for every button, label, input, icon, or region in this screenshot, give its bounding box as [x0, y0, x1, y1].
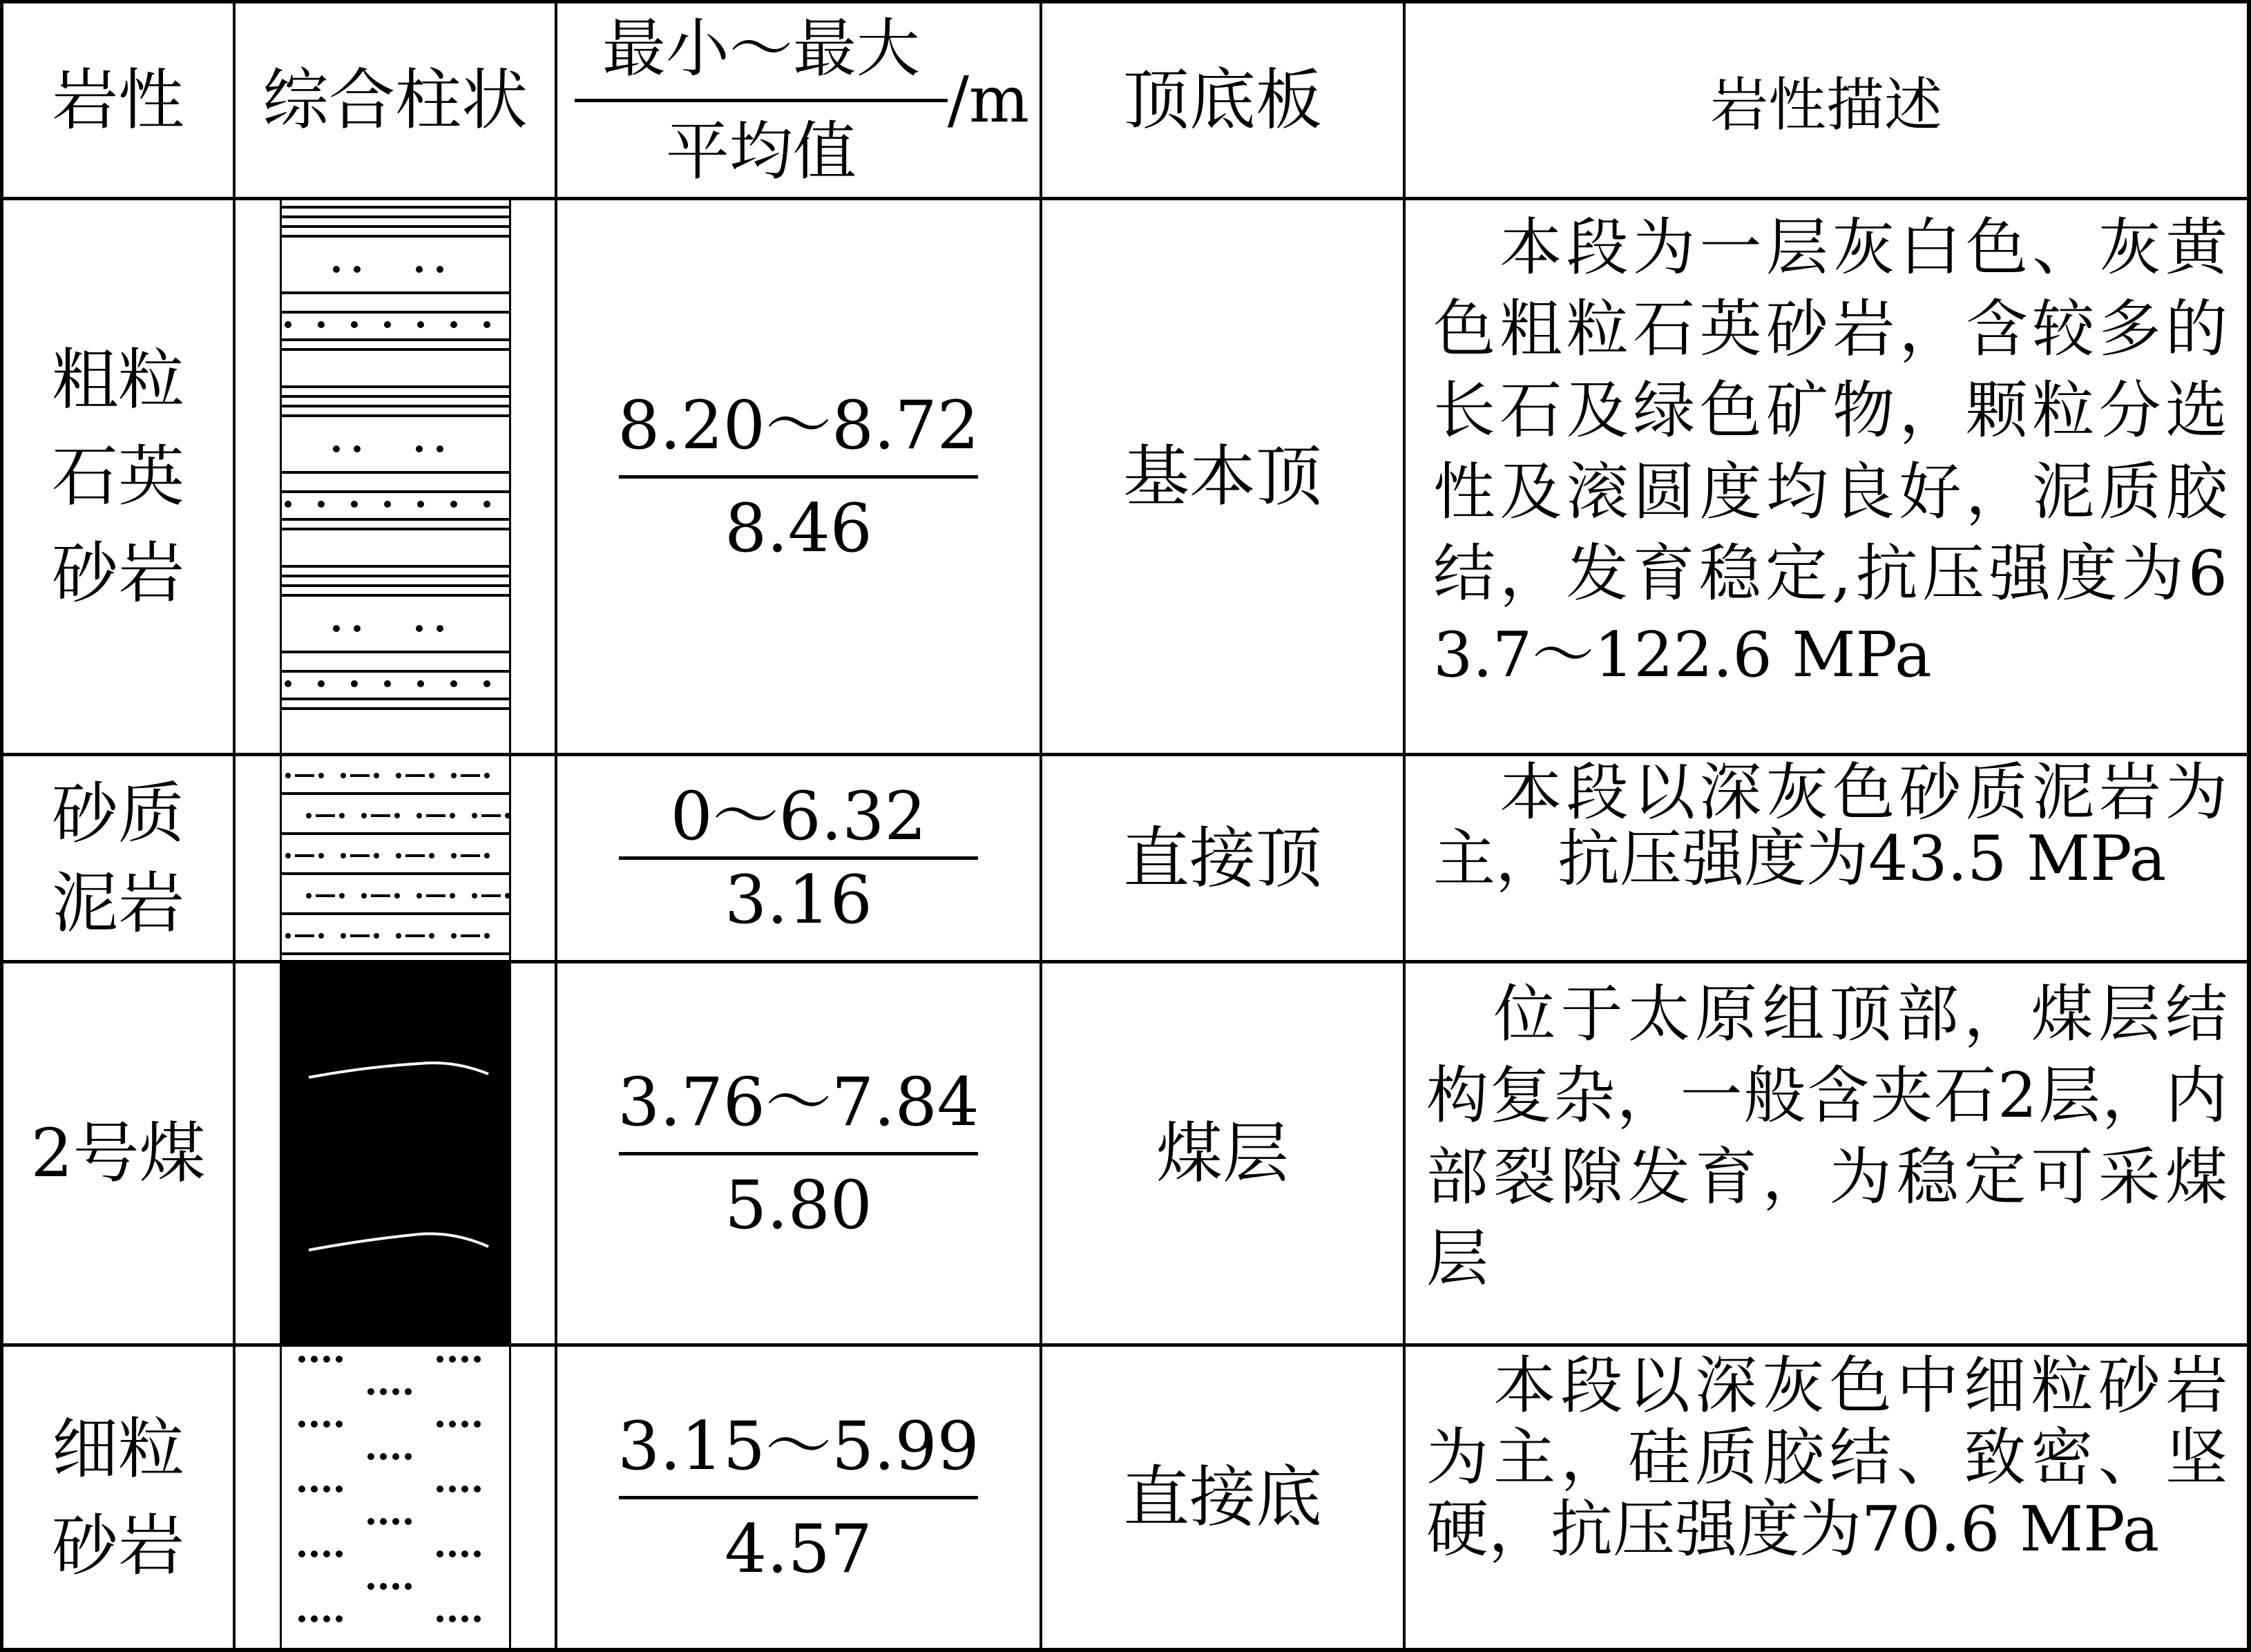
pattern-dot	[449, 1356, 456, 1363]
pattern-dot	[285, 321, 291, 328]
col-divider-1	[233, 0, 236, 1652]
pattern-dot	[405, 1388, 412, 1395]
pattern-dot	[351, 680, 358, 687]
pattern-dash	[461, 934, 480, 937]
pattern-dot	[298, 1421, 305, 1428]
column-inner-right	[509, 200, 511, 1648]
pattern-dot	[461, 1615, 468, 1622]
row3-fraction-bar	[619, 1152, 978, 1155]
row4-roof-floor: 直接底	[1123, 1459, 1322, 1536]
pattern-dot	[392, 1583, 399, 1590]
pattern-dot	[484, 933, 490, 939]
pattern-dot	[396, 773, 401, 778]
pattern-dot	[311, 1421, 318, 1428]
pattern-dot	[333, 266, 340, 273]
pattern-dash	[405, 934, 425, 937]
row4-thickness-fraction	[617, 1405, 979, 1591]
pattern-line	[281, 872, 509, 875]
pattern-dot	[429, 933, 434, 939]
pattern-dot	[323, 1615, 330, 1622]
pattern-dot	[417, 501, 424, 508]
row2-lithology-label: 砂质泥岩	[52, 774, 184, 942]
row4-description-text: 本段以深灰色中细粒砂岩为主，硅质胶结、致密、坚硬，抗压强度为70.6 MPa	[1426, 1350, 2228, 1566]
pattern-dot	[323, 1550, 330, 1557]
pattern-dot	[333, 625, 340, 632]
pattern-dot	[472, 813, 477, 818]
pattern-line	[281, 490, 509, 493]
pattern-dot	[380, 1388, 387, 1395]
pattern-dot	[449, 1615, 456, 1622]
pattern-dot	[318, 933, 324, 939]
pattern-dot	[339, 893, 345, 899]
pattern-dot	[311, 1550, 318, 1557]
pattern-dot	[354, 445, 361, 452]
row3-thickness	[557, 963, 1040, 1343]
row4-min-max: 3.15～5.99	[617, 1407, 979, 1485]
pattern-dot	[285, 853, 291, 858]
row3-thickness-fraction	[617, 1061, 979, 1247]
pattern-dot	[336, 1356, 343, 1363]
pattern-line	[281, 792, 509, 795]
pattern-dash	[316, 894, 335, 897]
pattern-dot	[394, 813, 400, 818]
pattern-dot	[405, 1518, 412, 1525]
pattern-dot	[417, 321, 424, 328]
pattern-dot	[437, 1356, 443, 1363]
pattern-dot	[336, 1550, 343, 1557]
pattern-dot	[392, 1518, 399, 1525]
pattern-dot	[380, 1453, 387, 1460]
coal-seam-pattern	[281, 963, 509, 1343]
pattern-dot	[367, 1453, 374, 1460]
pattern-line	[281, 235, 509, 238]
pattern-dot	[323, 1486, 330, 1492]
pattern-dot	[298, 1356, 305, 1363]
pattern-dot	[449, 1486, 456, 1492]
pattern-dot	[361, 893, 367, 899]
pattern-line	[281, 528, 509, 530]
pattern-dot	[450, 321, 457, 328]
row2-thickness-fraction	[619, 778, 978, 939]
pattern-line	[281, 471, 509, 474]
column-inner-left	[280, 200, 282, 1648]
pattern-dash	[481, 894, 501, 897]
row2-description	[1433, 756, 2228, 895]
pattern-dot	[416, 266, 423, 273]
row1-fraction-bar	[619, 475, 978, 479]
row2-thickness	[557, 756, 1040, 960]
row3-description-text: 位于太原组顶部，煤层结构复杂，一般含夹石2层，内部裂隙发育，为稳定可采煤层	[1426, 978, 2228, 1295]
pattern-dot	[474, 1550, 481, 1557]
pattern-dot	[374, 933, 379, 939]
sandy-mudstone-pattern	[281, 756, 509, 960]
pattern-dot	[483, 680, 490, 687]
pattern-dot	[474, 1421, 481, 1428]
pattern-dash	[371, 894, 390, 897]
pattern-dash	[295, 934, 314, 937]
header-thickness	[557, 3, 1040, 197]
pattern-line	[281, 385, 509, 388]
pattern-line	[281, 584, 509, 587]
pattern-dash	[405, 854, 425, 857]
pattern-line	[281, 291, 509, 294]
row2-description-text: 本段以深灰色砂质泥岩为主，抗压强度为43.5 MPa	[1433, 756, 2228, 895]
row3-column-pattern	[281, 963, 509, 1343]
pattern-dot	[323, 1356, 330, 1363]
pattern-dot	[298, 1486, 305, 1492]
pattern-dot	[474, 1486, 481, 1492]
pattern-dot	[396, 933, 401, 939]
header-roof-floor: 顶底板	[1123, 61, 1322, 139]
row1-roof-floor: 基本顶	[1123, 438, 1322, 515]
pattern-line	[281, 565, 509, 568]
pattern-dot	[311, 1615, 318, 1622]
pattern-line	[281, 215, 509, 218]
pattern-dot	[437, 445, 443, 452]
row1-lithology	[3, 200, 233, 753]
pattern-line	[281, 575, 509, 577]
header-description: 岩性描述	[1709, 70, 1942, 139]
coarse-sandstone-pattern	[281, 200, 509, 753]
coal-fill	[281, 963, 509, 1343]
pattern-dot	[367, 1388, 374, 1395]
col-divider-4	[1403, 0, 1406, 1652]
pattern-dot	[374, 773, 379, 778]
pattern-dot	[351, 501, 358, 508]
pattern-dot	[367, 1518, 374, 1525]
pattern-dot	[449, 1421, 456, 1428]
pattern-dot	[285, 773, 291, 778]
header-thickness-fraction	[568, 8, 955, 193]
pattern-dot	[416, 893, 422, 899]
row4-lithology-label: 细粒砂岩	[52, 1410, 184, 1584]
pattern-line	[281, 338, 509, 341]
pattern-dash	[350, 934, 370, 937]
pattern-dot	[451, 933, 457, 939]
pattern-dot	[429, 773, 434, 778]
pattern-dot	[450, 893, 455, 899]
row2-average: 3.16	[725, 861, 872, 939]
row3-average: 5.80	[725, 1166, 872, 1244]
pattern-dot	[311, 1356, 318, 1363]
pattern-dot	[451, 773, 457, 778]
row1-lithology-label: 粗粒石英砂岩	[52, 341, 184, 612]
row4-description	[1426, 1350, 2228, 1566]
pattern-line	[281, 206, 509, 209]
pattern-line	[281, 670, 509, 673]
pattern-dot	[405, 1583, 412, 1590]
pattern-dot	[384, 501, 391, 508]
pattern-dot	[285, 501, 291, 508]
pattern-dot	[484, 853, 490, 858]
pattern-dot	[306, 893, 312, 899]
pattern-dot	[461, 1550, 468, 1557]
pattern-dot	[351, 321, 358, 328]
pattern-dot	[341, 853, 346, 858]
pattern-line	[281, 518, 509, 521]
pattern-dot	[450, 680, 457, 687]
row4-average: 4.57	[725, 1510, 872, 1588]
pattern-dash	[461, 854, 480, 857]
pattern-dot	[394, 893, 400, 899]
pattern-line	[281, 405, 509, 407]
pattern-line	[281, 707, 509, 710]
row1-thickness	[557, 200, 1040, 753]
table-border-right	[2247, 0, 2251, 1652]
pattern-dot	[437, 1550, 443, 1557]
pattern-dot	[484, 773, 490, 778]
pattern-line	[281, 348, 509, 351]
row2-roof-floor: 直接顶	[1123, 819, 1322, 897]
pattern-line	[281, 225, 509, 228]
pattern-dot	[437, 1615, 443, 1622]
row3-description	[1426, 974, 2228, 1300]
pattern-dot	[333, 445, 340, 452]
pattern-dot	[318, 321, 325, 328]
pattern-dot	[285, 680, 291, 687]
pattern-dot	[318, 501, 325, 508]
row2-lithology	[3, 756, 233, 960]
pattern-dot	[354, 266, 361, 273]
header-lithology: 岩性	[52, 61, 184, 139]
pattern-dash	[295, 774, 314, 777]
pattern-dot	[451, 853, 457, 858]
pattern-dash	[316, 814, 335, 817]
pattern-dot	[384, 321, 391, 328]
pattern-line	[281, 832, 509, 835]
pattern-dot	[416, 445, 423, 452]
pattern-line	[281, 912, 509, 915]
pattern-dot	[416, 625, 423, 632]
fine-sandstone-pattern	[281, 1347, 509, 1648]
row4-fraction-bar	[619, 1496, 978, 1499]
pattern-dot	[483, 501, 490, 508]
pattern-line	[281, 651, 509, 653]
row1-min-max: 8.20～8.72	[617, 386, 979, 464]
row1-description-text: 本段为一层灰白色、灰黄色粗粒石英砂岩，含较多的长石及绿色矿物，颗粒分选性及滚圆度均良好，泥质胶结，发育稳定,抗压强度为63.7～122.6 MPa	[1433, 211, 2228, 691]
pattern-dot	[461, 1421, 468, 1428]
pattern-dot	[450, 501, 457, 508]
row2-column-pattern	[281, 756, 509, 960]
pattern-dot	[437, 625, 443, 632]
pattern-dot	[298, 1550, 305, 1557]
pattern-dot	[429, 853, 434, 858]
pattern-dot	[380, 1518, 387, 1525]
header-thickness-minmax: 最小～最大	[602, 11, 920, 86]
pattern-dot	[285, 933, 291, 939]
pattern-dot	[323, 1421, 330, 1428]
pattern-dot	[450, 813, 455, 818]
pattern-dash	[295, 854, 314, 857]
pattern-dot	[396, 853, 401, 858]
pattern-dot	[341, 773, 346, 778]
pattern-line	[281, 311, 509, 314]
pattern-dot	[339, 813, 345, 818]
pattern-line	[281, 594, 509, 597]
pattern-dot	[416, 813, 422, 818]
pattern-line	[281, 952, 509, 955]
header-thickness-average: 平均值	[665, 114, 856, 189]
pattern-dot	[483, 321, 490, 328]
row1-column-pattern	[281, 200, 509, 753]
pattern-dot	[449, 1550, 456, 1557]
pattern-dot	[437, 1421, 443, 1428]
pattern-dot	[437, 266, 443, 273]
pattern-dot	[417, 680, 424, 687]
pattern-dot	[474, 1356, 481, 1363]
pattern-line	[281, 698, 509, 700]
pattern-dot	[318, 773, 324, 778]
pattern-dot	[318, 680, 325, 687]
pattern-dash	[371, 814, 390, 817]
pattern-dash	[426, 814, 446, 817]
header-fraction-bar	[575, 99, 948, 102]
header-thickness-unit: /m	[947, 63, 1030, 137]
pattern-dot	[474, 1615, 481, 1622]
pattern-dot	[461, 1356, 468, 1363]
pattern-dash	[481, 814, 501, 817]
row4-column-pattern	[281, 1347, 509, 1648]
row3-lithology: 2号煤	[30, 1115, 206, 1192]
row2-fraction-bar	[619, 856, 978, 860]
row1-thickness-fraction	[617, 384, 979, 570]
pattern-dot	[318, 853, 324, 858]
pattern-dot	[405, 1453, 412, 1460]
pattern-dot	[336, 1421, 343, 1428]
row2-min-max: 0～6.32	[670, 778, 927, 855]
pattern-dot	[384, 680, 391, 687]
pattern-dot	[367, 1583, 374, 1590]
table-border-bottom	[0, 1648, 2251, 1652]
pattern-dot	[336, 1615, 343, 1622]
row3-roof-floor: 煤层	[1156, 1115, 1289, 1192]
row1-average: 8.46	[725, 489, 872, 567]
pattern-dot	[354, 625, 361, 632]
pattern-dash	[350, 774, 370, 777]
row1-description	[1433, 207, 2228, 696]
pattern-dot	[437, 1486, 443, 1492]
pattern-dot	[380, 1583, 387, 1590]
pattern-dot	[392, 1453, 399, 1460]
pattern-dot	[311, 1486, 318, 1492]
row3-min-max: 3.76～7.84	[617, 1063, 979, 1141]
pattern-dot	[341, 933, 346, 939]
pattern-dash	[405, 774, 425, 777]
pattern-dot	[392, 1388, 399, 1395]
row4-lithology	[3, 1347, 233, 1648]
row4-thickness	[557, 1347, 1040, 1648]
pattern-dot	[336, 1486, 343, 1492]
pattern-dash	[461, 774, 480, 777]
pattern-dot	[361, 813, 367, 818]
pattern-line	[281, 395, 509, 398]
pattern-dot	[374, 853, 379, 858]
pattern-dash	[426, 894, 446, 897]
pattern-dot	[461, 1486, 468, 1492]
pattern-line	[281, 414, 509, 417]
header-column: 综合柱状	[262, 61, 528, 139]
pattern-dot	[298, 1615, 305, 1622]
pattern-dot	[306, 813, 312, 818]
pattern-dash	[350, 854, 370, 857]
pattern-dot	[472, 893, 477, 899]
